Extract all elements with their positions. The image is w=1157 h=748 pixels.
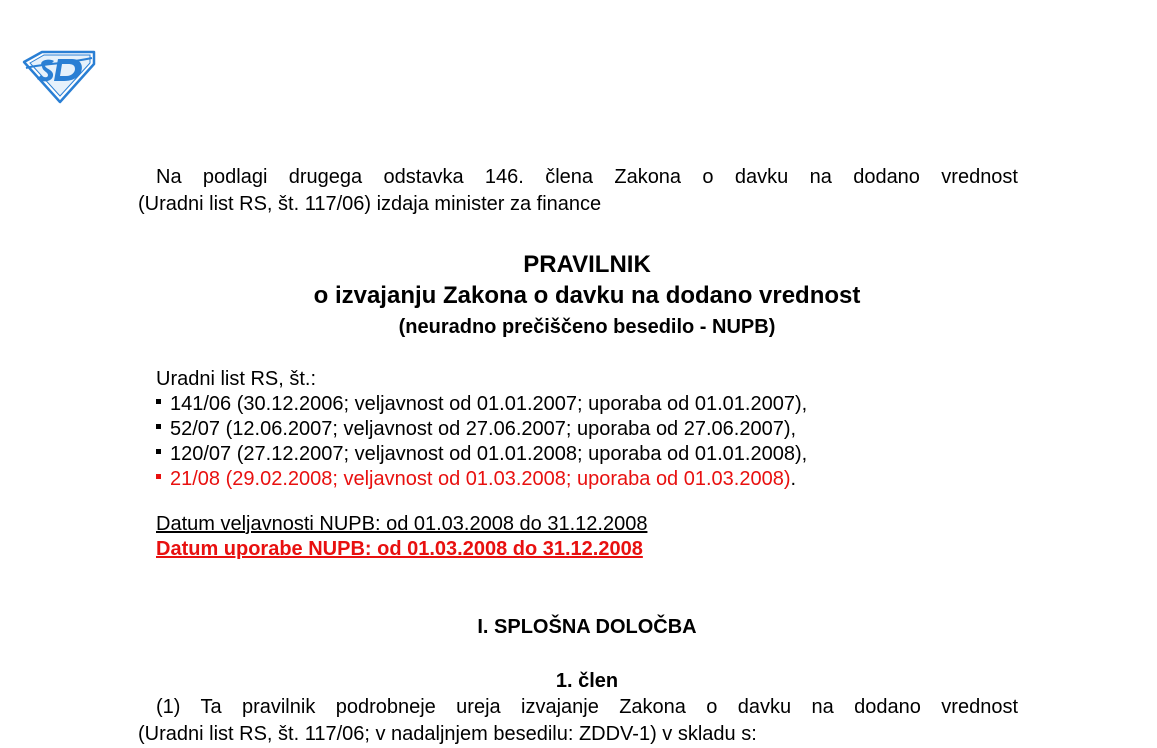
intro-paragraph-cont bbox=[138, 191, 1018, 218]
bullet-icon bbox=[156, 474, 161, 479]
article-line: (1) Ta pravilnik podrobneje ureja izvajanje Zakona o davku na dodano vrednost bbox=[156, 696, 1018, 718]
bullet-icon bbox=[156, 399, 161, 404]
document-subtitle: o izvajanju Zakona o davku na dodano vrednost bbox=[313, 282, 861, 309]
validity-date: Datum veljavnosti NUPB: od 01.03.2008 do 31.12.2008 bbox=[156, 513, 648, 535]
gazette-item: 52/07 (12.06.2007; veljavnost od 27.06.2007; uporaba od 27.06.2007), bbox=[156, 417, 807, 442]
intro-line: (Uradni list RS, št. 117/06) izdaja minister za finance bbox=[138, 193, 602, 215]
sd-shield-logo-icon bbox=[20, 46, 98, 106]
intro-paragraph bbox=[138, 164, 1018, 191]
document-note: (neuradno prečiščeno besedilo - NUPB) bbox=[398, 316, 776, 338]
article-paragraph-cont bbox=[138, 721, 1018, 748]
gazette-item-highlight: 21/08 (29.02.2008; veljavnost od 01.03.2008; uporaba od 01.03.2008). bbox=[156, 467, 807, 492]
bullet-icon bbox=[156, 449, 161, 454]
bullet-icon bbox=[156, 424, 161, 429]
document-title: PRAVILNIK bbox=[523, 251, 651, 278]
article-paragraph bbox=[138, 694, 1018, 721]
nupb-dates bbox=[156, 512, 647, 562]
intro-line: Na podlagi drugega odstavka 146. člena Zakona o davku na dodano vrednost bbox=[156, 166, 1018, 188]
gazette-heading: Uradni list RS, št.: bbox=[156, 368, 317, 390]
article-heading: 1. člen bbox=[555, 670, 619, 692]
gazette-item: 120/07 (27.12.2007; veljavnost od 01.01.2008; uporaba od 01.01.2008), bbox=[156, 442, 807, 467]
gazette-item: 141/06 (30.12.2006; veljavnost od 01.01.2007; uporaba od 01.01.2007), bbox=[156, 392, 807, 417]
article-line: (Uradni list RS, št. 117/06; v nadaljnjem besedilu: ZDDV-1) v skladu s: bbox=[138, 723, 757, 745]
gazette-list bbox=[156, 367, 807, 492]
section-heading: I. SPLOŠNA DOLOČBA bbox=[477, 616, 697, 638]
application-date: Datum uporabe NUPB: od 01.03.2008 do 31.12.2008 bbox=[156, 538, 643, 560]
